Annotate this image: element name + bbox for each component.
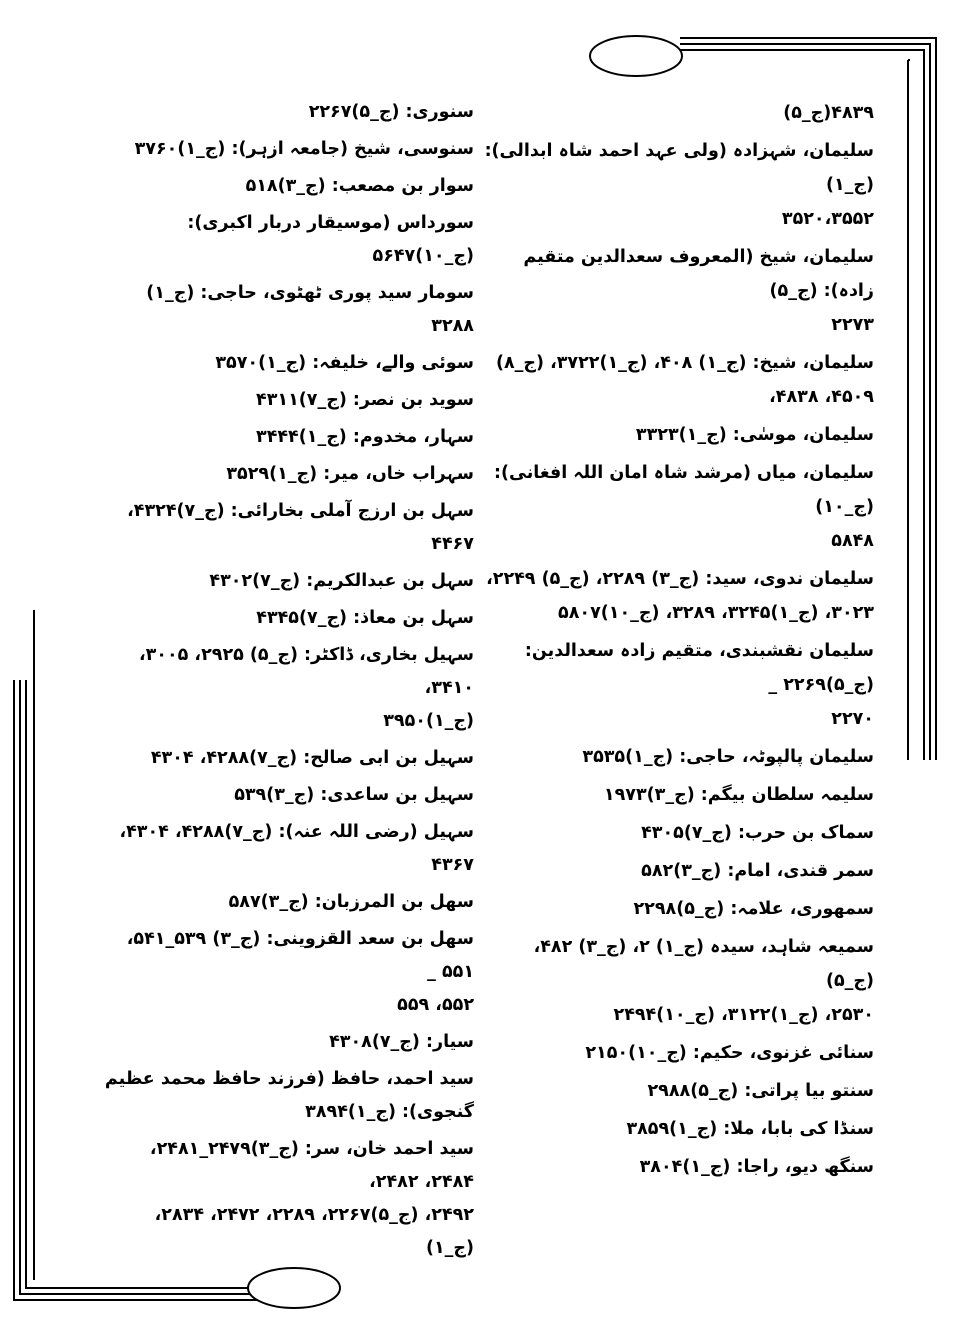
index-entry <box>104 495 474 561</box>
index-entry-line: سہار، مخدوم: (ج_۱)۳۴۴۴ <box>256 427 474 447</box>
index-entry-line: ۳۰۲۳، (ج_۱)۳۲۴۵، ۳۲۸۹، (ج_۱۰)۵۸۰۷ <box>558 603 874 623</box>
top-oval-ornament <box>590 36 682 76</box>
index-entry-line: سمیعہ شاہد، سیدہ (ج_۱) ۲، (ج_۳) ۴۸۲، (ج_۵) <box>533 937 874 991</box>
index-entry <box>484 1036 874 1070</box>
index-entry <box>104 816 474 882</box>
index-entry-line: سلیمان، شیخ (المعروف سعدالدین متقیم زادہ): (ج_۵) <box>523 247 874 301</box>
index-entry-line: ۲۲۷۰ <box>831 709 874 729</box>
index-entry-line: سنڈا کی بابا، ملا: (ج_۱)۳۸۵۹ <box>626 1119 874 1139</box>
index-entry-line: سہیل بن ساعدی: (ج_۳)۵۳۹ <box>234 785 474 805</box>
index-entry <box>104 458 474 491</box>
index-entry <box>484 418 874 452</box>
index-entry <box>104 886 474 919</box>
index-entry-line: سہل بن معاذ: (ج_۷)۴۳۴۵ <box>256 608 474 628</box>
index-entry <box>104 779 474 812</box>
index-entry <box>104 1026 474 1059</box>
index-entry <box>484 634 874 736</box>
index-entry-line: سلیمان، شہزادہ (ولی عہد احمد شاہ ابدالی): (ج_۱) <box>484 141 874 195</box>
index-entry-line: سہل بن ارزج آملی بخارائی: (ج_۷)۴۳۲۴، ۴۴۶۷ <box>127 501 474 554</box>
index-entry <box>484 930 874 1032</box>
index-entry <box>484 96 874 130</box>
index-entry <box>484 740 874 774</box>
index-entry <box>104 565 474 598</box>
index-entry-line: سہیل بن ابی صالح: (ج_۷)۴۲۸۸، ۴۳۰۴ <box>150 748 474 768</box>
index-entry-line: سید احمد خان، سر: (ج_۳)۲۴۷۹_۲۴۸۱، ۲۴۸۴، ۲۴۸۲، <box>149 1139 474 1192</box>
index-entry <box>104 639 474 738</box>
index-entry-line: سنوسی، شیخ (جامعہ ازہر): (ج_۱)۳۷۶۰ <box>134 139 474 159</box>
index-entry <box>104 133 474 166</box>
index-entry-line: سہیل بخاری، ڈاکٹر: (ج_۵) ۲۹۲۵، ۳۰۰۵، ۳۴۱۰، <box>138 645 474 698</box>
index-entry-line: سمھوری، علامہ: (ج_۵)۲۲۹۸ <box>633 899 874 919</box>
index-entry-line: سوید بن نصر: (ج_۷)۴۳۱۱ <box>256 390 474 410</box>
index-entry-line: ۴۸۳۹(ج_۵) <box>783 103 874 123</box>
index-entry <box>104 923 474 1022</box>
index-entry <box>104 421 474 454</box>
index-entry-line: سنگھ دیو، راجا: (ج_۱)۳۸۰۴ <box>639 1157 874 1177</box>
index-entry <box>104 1133 474 1265</box>
index-entry <box>484 562 874 630</box>
index-entry-line: ۵۸۴۸ <box>831 531 874 551</box>
index-entry-line: ۲۵۳۰، (ج_۱)۳۱۲۲، (ج_۱۰)۲۴۹۴ <box>613 1005 874 1025</box>
index-entry-line: سھل بن المرزبان: (ج_۳)۵۸۷ <box>228 892 474 912</box>
right-index-column <box>484 96 874 1188</box>
bottom-oval-ornament <box>248 1268 340 1308</box>
index-entry <box>484 1074 874 1108</box>
index-entry <box>484 1150 874 1184</box>
index-entry <box>484 134 874 236</box>
index-entry-line: سہل بن عبدالکریم: (ج_۷)۴۳۰۲ <box>209 571 474 591</box>
index-entry-line: سلیمان ندوی، سید: (ج_۳) ۲۲۸۹، (ج_۵) ۲۲۴۹، <box>486 569 874 589</box>
index-entry-line: سماک بن حرب: (ج_۷)۴۳۰۵ <box>641 823 874 843</box>
index-entry-line: سنوری: (ج_۵)۲۲۶۷ <box>308 102 474 122</box>
index-entry <box>104 170 474 203</box>
index-entry-line: سمر قندی، امام: (ج_۳)۵۸۲ <box>641 861 874 881</box>
index-entry-line: سوئی والے، خلیفہ: (ج_۱)۳۵۷۰ <box>215 353 474 373</box>
index-entry-line: سہیل (رضی اللہ عنہ): (ج_۷)۴۲۸۸، ۴۳۰۴، ۴۳۶۷ <box>119 822 474 875</box>
index-entry <box>484 240 874 342</box>
index-entry <box>484 854 874 888</box>
index-entry-line: سلیمان، میاں (مرشد شاہ امان اللہ افغانی): (ج_۱۰) <box>494 463 874 517</box>
index-entry <box>104 277 474 343</box>
index-entry <box>104 96 474 129</box>
left-index-column <box>104 96 474 1269</box>
index-entry-line: سلیمہ سلطان بیگم: (ج_۳)۱۹۷۳ <box>603 785 874 805</box>
index-entry <box>484 456 874 558</box>
index-entry-line: سلیمان، شیخ: (ج_۱) ۴۰۸، (ج_۱)۳۷۲۲، (ج_۸) <box>495 353 874 373</box>
index-entry-line: ۲۴۹۲، (ج_۵)۲۲۶۷، ۲۲۸۹، ۲۴۷۲، ۲۸۳۴، (ج_۱) <box>154 1205 474 1258</box>
index-entry-line: سہراب خاں، میر: (ج_۱)۳۵۲۹ <box>226 464 474 484</box>
index-entry <box>104 742 474 775</box>
index-entry-line: سلیمان نقشبندی، متقیم زادہ سعدالدین: (ج_۵)۲۲۶۹ _ <box>524 641 874 695</box>
index-entry-line: سنائی غزنوی، حکیم: (ج_۱۰)۲۱۵۰ <box>585 1043 874 1063</box>
index-entry-line: سنتو بیا پراتی: (ج_۵)۲۹۸۸ <box>647 1081 874 1101</box>
index-entry-line: (ج_۱)۳۹۵۰ <box>383 711 474 731</box>
index-entry-line: سھل بن سعد القزوینی: (ج_۳) ۵۳۹_۵۴۱، ۵۵۱ _ <box>126 929 474 982</box>
index-entry-line: ۴۵۰۹، ۴۸۳۸، <box>769 387 874 407</box>
index-entry <box>104 602 474 635</box>
index-entry-line: ۲۲۷۳ <box>831 315 874 335</box>
index-entry-line: سورداس (موسیقار دربار اکبری): (ج_۱۰)۵۶۴۷ <box>187 213 474 266</box>
index-entry-line: سومار سید پوری ٹھٹوی، حاجی: (ج_۱) ۳۲۸۸ <box>146 283 474 336</box>
index-entry <box>104 1063 474 1129</box>
index-entry-line: ۵۵۲، ۵۵۹ <box>397 995 474 1015</box>
index-entry-line: سید احمد، حافظ (فرزند حافظ محمد عظیم گنجوی): (ج_۱)۳۸۹۴ <box>104 1069 474 1122</box>
index-entry <box>484 346 874 414</box>
index-entry-line: ۳۵۲۰،۳۵۵۲ <box>781 209 874 229</box>
index-entry-line: سلیمان پالپوٹہ، حاجی: (ج_۱)۳۵۳۵ <box>582 747 874 767</box>
index-entry <box>484 892 874 926</box>
index-entry <box>104 347 474 380</box>
index-entry-line: سلیمان، موسٰی: (ج_۱)۳۳۲۳ <box>635 425 874 445</box>
index-entry <box>484 816 874 850</box>
index-entry <box>484 778 874 812</box>
index-entry-line: سیار: (ج_۷)۴۳۰۸ <box>329 1032 474 1052</box>
index-entry <box>484 1112 874 1146</box>
index-entry <box>104 384 474 417</box>
index-entry <box>104 207 474 273</box>
index-entry-line: سوار بن مصعب: (ج_۳)۵۱۸ <box>245 176 474 196</box>
